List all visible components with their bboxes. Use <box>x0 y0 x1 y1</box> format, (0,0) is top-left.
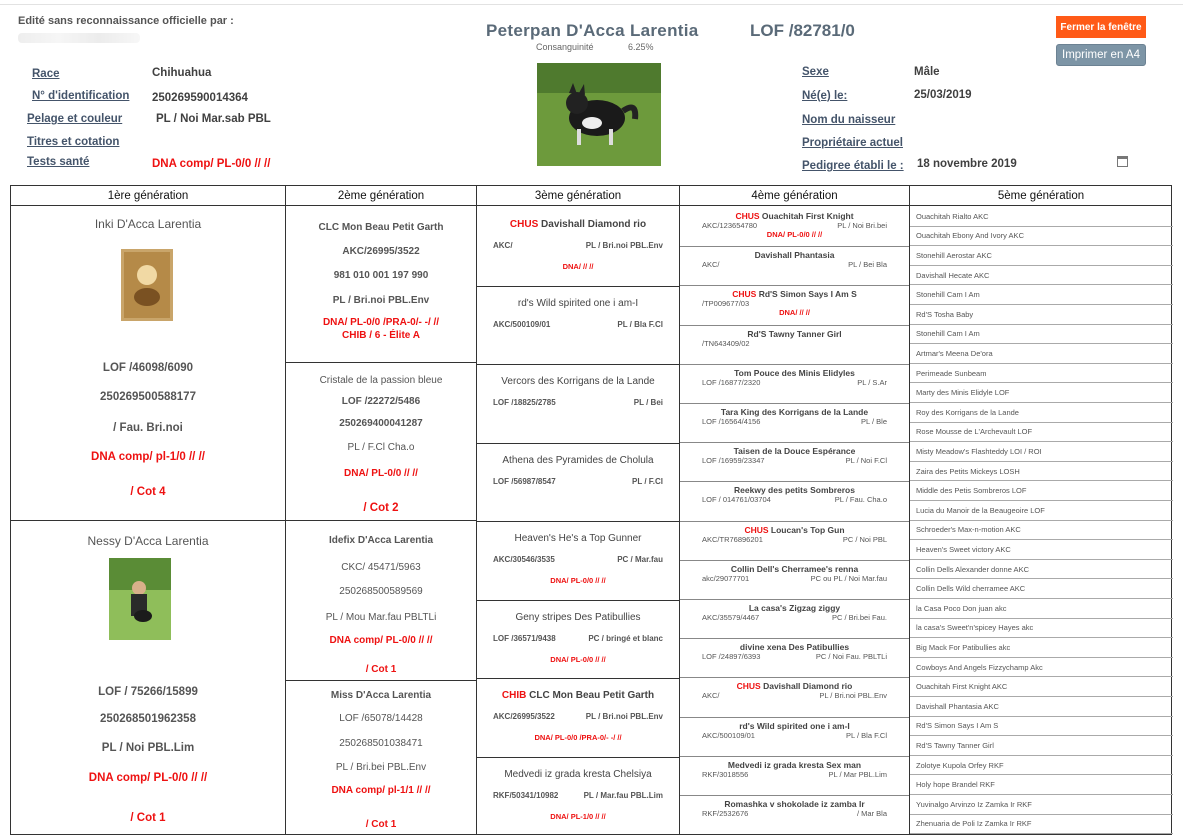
gen5-item: Holy hope Brandel RKF <box>910 775 1173 795</box>
gen2-item: Cristale de la passion bleue <box>319 375 443 386</box>
gen4-name: La casa's Zigzag ziggy <box>748 603 841 613</box>
gen3-name: CLC Mon Beau Petit Garth <box>529 690 655 701</box>
gen4-name: Davishall Phantasia <box>754 250 835 261</box>
gen5-item: Rd'S Tosha Baby <box>910 305 1173 325</box>
gen3-dna: DNA/ PL-0/0 // // <box>550 576 606 585</box>
gen4-reg: RKF/3018556 <box>702 769 749 779</box>
sex-value: Mâle <box>914 66 940 78</box>
gen4-name: Davishall Diamond rio <box>763 681 853 692</box>
column-header-gen4: 4ème génération <box>680 186 909 206</box>
gen3-coat: PC / bringé et blanc <box>588 633 663 643</box>
gen4-coat: PL / Noi Bri.bei <box>837 221 887 230</box>
gen4-name: Medvedi iz grada kresta Sex man <box>727 759 862 770</box>
gen3-item <box>477 443 679 522</box>
dog-name: Peterpan D'Acca Larentia <box>486 21 699 40</box>
row-divider <box>477 521 679 522</box>
dog-lof: LOF /82781/0 <box>750 21 855 40</box>
gen4-name: Reekwy des petits Sombreros <box>734 485 855 496</box>
sex-label: Sexe <box>802 66 829 78</box>
gen4-item <box>680 403 909 442</box>
gen4-name: Tom Pouce des Minis Elidyles <box>734 367 855 378</box>
gen5-item: Yuvinalgo Arvinzo Iz Zamka Ir RKF <box>910 795 1173 815</box>
row-divider <box>680 560 909 561</box>
gen5-item: Cowboys And Angels Fizzychamp Akc <box>910 658 1173 678</box>
coat-label: Pelage et couleur <box>27 113 123 125</box>
gen5-item: Marty des Minis Elidyle LOF <box>910 383 1173 403</box>
gen5-item: Stonehill Aerostar AKC <box>910 246 1173 266</box>
gen4-coat: PL / Bla F.Cl <box>846 730 887 740</box>
gen4-dna: DNA/ PL-0/0 // // <box>766 230 823 239</box>
gen4-item <box>680 325 909 364</box>
gen2-item: CLC Mon Beau Petit Garth <box>318 222 444 233</box>
gen4-coat: PL / Noi F.Cl <box>845 456 887 466</box>
gen4-coat: PC ou PL / Noi Mar.fau <box>810 573 887 583</box>
gen3-name: rd's Wild spirited one i am-I <box>517 297 639 309</box>
gen2-item: Miss D'Acca Larentia <box>330 690 432 701</box>
row-divider <box>680 677 909 678</box>
gen3-reg: AKC/26995/3522 <box>493 712 555 721</box>
gen3-coat: PL / Bri.noi PBL.Env <box>585 241 663 250</box>
health-value: DNA comp/ PL-0/0 // // <box>152 158 271 170</box>
column-header-gen2: 2ème génération <box>286 186 476 206</box>
gen1-sire-photo <box>121 249 173 321</box>
row-divider <box>680 717 909 718</box>
gen4-name: Romashka v shokolade iz zamba Ir <box>724 799 865 809</box>
gen3-reg: AKC/30546/3535 <box>493 555 555 564</box>
gen5-item: Schroeder's Max-n-motion AKC <box>910 521 1173 541</box>
gen1-sire-lof: LOF /46098/6090 <box>102 362 194 374</box>
gen1-sire-dna: DNA comp/ pl-1/0 // // <box>91 451 205 463</box>
gen4-item <box>680 442 909 481</box>
dog-photo <box>537 63 661 166</box>
gen5-item: Zhenuaria de Poli Iz Zamka Ir RKF <box>910 815 1173 835</box>
gen3-name: Athena des Pyramides de Cholula <box>502 454 654 466</box>
gen5-item: Middle des Petis Sombreros LOF <box>910 481 1173 501</box>
gen4-name: divine xena Des Patibullies <box>739 642 850 653</box>
gen4-reg: LOF /24897/6393 <box>702 652 761 662</box>
row-divider <box>477 678 679 679</box>
gen4-reg: AKC/500109/01 <box>702 730 755 740</box>
gen3-reg: AKC/500109/01 <box>493 319 551 329</box>
gen4-item <box>680 717 909 756</box>
row-divider <box>680 638 909 639</box>
gen1-sire-name: Inki D'Acca Larentia <box>94 217 202 231</box>
gen3-item <box>477 521 679 600</box>
gen4-item <box>680 677 909 716</box>
gen1-dam-photo <box>109 558 171 640</box>
gen3-coat: PL / Mar.fau PBL.Lim <box>583 790 663 800</box>
row-divider <box>680 521 909 522</box>
gen4-item <box>680 207 909 246</box>
top-divider <box>0 4 1183 5</box>
gen4-name: Ouachitah First Knight <box>761 211 854 221</box>
gen5-item: Perimeade Sunbeam <box>910 364 1173 384</box>
gen4-coat: PL / Bri.noi PBL.Env <box>819 691 887 701</box>
consanguinity-label: Consanguinité <box>536 42 594 52</box>
row-divider <box>477 364 679 365</box>
gen3-coat: PL / Bei <box>633 398 663 407</box>
gen4-coat: PC / Noi PBL <box>842 534 887 544</box>
row-divider <box>680 442 909 443</box>
gen3-dna: DNA/ PL-0/0 // // <box>550 654 606 664</box>
gen5-item: la casa's Sweet'n'spicey Hayes akc <box>910 619 1173 639</box>
gen4-name: Collin Dell's Cherramee's renna <box>730 563 859 574</box>
gen1-sire-cot: / Cot 4 <box>130 486 166 498</box>
gen4-item <box>680 560 909 599</box>
gen1-dam-chip: 250268501962358 <box>100 713 196 725</box>
gen5-item: Rose Mousse de L'Archevault LOF <box>910 423 1173 443</box>
gen3-item <box>477 678 679 757</box>
row-divider <box>286 362 477 363</box>
row-divider <box>477 757 679 758</box>
gen5-item: Misty Meadow's Flashteddy LOI / ROI <box>910 442 1173 462</box>
gen4-name: Taisen de la Douce Espérance <box>733 446 856 457</box>
gen5-item: Zaira des Petits Mickeys LOSH <box>910 462 1173 482</box>
gen5-item: Big Mack For Patibullies akc <box>910 638 1173 658</box>
gen4-item <box>680 795 909 834</box>
title-prefix: CHUS <box>736 681 761 692</box>
born-value: 25/03/2019 <box>914 89 972 101</box>
gen3-reg: RKF/50341/10982 <box>493 790 559 800</box>
coat-value: PL / Noi Mar.sab PBL <box>156 113 271 125</box>
close-window-button[interactable]: Fermer la fenêtre <box>1056 16 1146 38</box>
gen1-dam <box>11 534 285 548</box>
pedigree-date-value: 18 novembre 2019 <box>917 158 1017 170</box>
title-prefix: CHUS <box>735 211 760 221</box>
gen4-item <box>680 599 909 638</box>
row-divider <box>680 481 909 482</box>
issuer-name-blurred <box>18 33 140 43</box>
calendar-icon[interactable] <box>1117 156 1128 167</box>
gen4-coat: PL / Bei Bla <box>848 260 887 270</box>
gen3-coat: PL / Bla F.Cl <box>617 319 663 329</box>
id-label: N° d'identification <box>32 90 130 102</box>
gen5-item: Rd'S Simon Says I Am S <box>910 717 1173 737</box>
gen2-item: Idefix D'Acca Larentia <box>328 535 434 546</box>
gen4-coat: PL / S.Ar <box>857 377 887 387</box>
gen4-dna: DNA/ // // <box>779 308 810 318</box>
gen3-dna: DNA/ PL-1/0 // // <box>550 811 606 821</box>
row-divider <box>11 520 286 521</box>
gen5-item: Stonehill Cam I Am <box>910 325 1173 345</box>
gen4-coat: PL / Ble <box>861 417 887 426</box>
gen3-coat: PL / F.Cl <box>632 476 663 486</box>
gen1-dam-dna: DNA comp/ PL-0/0 // // <box>88 772 208 784</box>
gen4-coat: PL / Fau. Cha.o <box>834 495 887 505</box>
gen5-item: Heaven's Sweet victory AKC <box>910 540 1173 560</box>
row-divider <box>286 680 477 681</box>
gen4-reg: AKC/ <box>702 691 720 701</box>
gen4-name: Tara King des Korrigans de la Lande <box>720 407 869 417</box>
gen3-dna: DNA/ // // <box>562 262 594 271</box>
health-label: Tests santé <box>27 156 90 168</box>
gen5-item: Lucia du Manoir de la Beaugeoire LOF <box>910 501 1173 521</box>
row-divider <box>477 286 679 287</box>
gen4-item <box>680 246 909 285</box>
gen3-reg: LOF /36571/9438 <box>493 633 556 643</box>
gen4-coat: PL / Mar PBL.Lim <box>828 769 887 779</box>
gen5-item: Davishall Hecate AKC <box>910 266 1173 286</box>
gen3-name: Davishall Diamond rio <box>541 219 647 230</box>
title-prefix: CHUS <box>509 219 539 230</box>
gen5-item: Collin Dells Wild cherramee AKC <box>910 579 1173 599</box>
id-value: 250269590014364 <box>152 92 248 104</box>
row-divider <box>477 600 679 601</box>
row-divider <box>680 285 909 286</box>
print-a4-button[interactable]: Imprimer en A4 <box>1056 44 1146 66</box>
born-label: Né(e) le: <box>802 90 848 102</box>
gen4-name: Loucan's Top Gun <box>770 524 845 535</box>
column-header-gen3: 3ème génération <box>477 186 679 206</box>
title-prefix: CHIB <box>501 690 527 701</box>
gen4-reg: LOF /16959/23347 <box>702 456 765 466</box>
column-header-gen5: 5ème génération <box>910 186 1172 206</box>
issuer-label: Edité sans reconnaissance officielle par : <box>18 15 234 27</box>
gen4-item <box>680 364 909 403</box>
title-prefix: CHUS <box>732 289 757 300</box>
gen1-sire-coat: / Fau. Bri.noi <box>113 422 183 434</box>
gen4-reg: RKF/2532676 <box>702 809 749 818</box>
gen5-item: Rd'S Tawny Tanner Girl <box>910 736 1173 756</box>
gen4-coat: PC / Bri.bei Fau. <box>831 613 887 622</box>
race-label: Race <box>32 68 60 80</box>
gen1-sire <box>11 217 285 231</box>
title-prefix: CHUS <box>744 524 769 535</box>
gen5-item: Ouachitah First Knight AKC <box>910 677 1173 697</box>
gen5-item: Stonehill Cam I Am <box>910 285 1173 305</box>
row-divider <box>286 520 477 521</box>
gen4-coat: / Mar Bla <box>856 809 887 818</box>
gen3-name: Geny stripes Des Patibullies <box>515 611 641 623</box>
pedigree-table: 1ère génération 2ème génération 3ème génération 4ème génération 5ème génération Inki D'Acca Larentia LOF /46098/6090 250269500588177 / Fau. Bri.noi DNA comp/ pl-1/0 // // / Cot 4 Nessy D'Acca Larentia LOF / 75266/15899 250268501962358 PL / Noi PBL.Lim DNA comp/ PL-0/0 // // / Cot 1 CLC Mon Beau Petit Garth AKC/26995/3522 981 010 001 197 990 PL / Bri.noi PBL.Env DNA/ PL-0/0 /PRA-0/- -/ // CHIB / 6 - Élite A Cristale de la passion bleue LOF /22272/5486 250269400041287 PL / F.Cl Cha.o DNA/ PL-0/0 // // / Cot 2 Idefix D'Acca Larentia CKC/ 45471/5963 250268500589569 PL / Mou Mar.fau PBLTLi DNA comp/ PL-0/0 // // / Cot 1 Miss D'Acca Larentia LOF /65078/14428 250268501038471 PL / Bri.bei PBL.Env DNA comp/ pl-1/1 // // / Cot 1 CHUS Davishall Diamond rio AKC/ PL / Bri.noi PBL.Env DNA/ // // rd's Wild spirited one i am-I AKC/500109/01 PL / Bla F.Cl Vercors des Korrigans de la Lande LOF /18825/2785 PL / Bei Athena des Pyramides de Cholula LOF /56987/8547 PL / F.Cl Heaven's He's a Top Gunner AKC/30546/3535 PC / Mar.fau DNA/ PL-0/0 // // Geny stripes Des Patibullies LOF /36571/9438 PC / bringé et blanc DNA/ PL-0/0 // // CHIB CLC Mon Beau Petit Garth AKC/26995/3522 PL / Bri.noi PBL.Env DNA/ PL-0/0 /PRA-0/- -/ // Medvedi iz grada kresta Chelsiya RKF/50341/10982 PL / Mar.fau PBL.Lim DNA/ PL-1/0 // // CHUS Ouachitah First Knight AKC/123654780 PL / Noi Bri.bei DNA/ PL-0/0 // // Davishall Phantasia AKC/ PL / Bei Bla CHUS Rd'S Simon Says I Am S /TP009677/03 DNA/ // // Rd'S Tawny Tanner Girl /TN643409/02 Tom Pouce des Minis Elidyles LOF /16877/2320 PL / S.Ar Tara King des Korrigans de la Lande LOF /16564/4156 PL / Ble Taisen de la Douce Espérance LOF /16959/23347 PL / Noi F.Cl Reekwy des petits Sombreros LOF / 014761/03704 PL / Fau. Cha.o CHUS Loucan's Top Gun AKC/TR76896201 PC / Noi PBL Collin Dell's Cherramee's renna akc/29077701 PC ou PL / Noi Mar.fau La casa's Zigzag ziggy AKC/35579/4467 PC / Bri.bei Fau. divine xena Des Patibullies LOF /24897/6393 PC / Noi Fau. PBLTLi CHUS Davishall Diamond rio AKC/ PL / Bri.noi PBL.Env rd's Wild spirited one i am-I AKC/500109/01 PL / Bla F.Cl Medvedi iz grada kresta Sex man RKF/3018556 PL / Mar PBL.Lim Romashka v shokolade iz zamba Ir RKF/2532676 / Mar Bla Ouachitah Rialto AKC Ouachitah Ebony And Ivory AKC Stonehill Aerostar AKC Davishall Hecate AKC Stonehill Cam I Am Rd'S Tosha Baby Stonehill Cam I Am Artmar's Meena De'ora Perimeade Sunbeam Marty des Minis Elidyle LOF Roy des Korrigans de la Lande Rose Mousse de L'Archevault LOF Misty Meadow's Flashteddy LOI / ROI Zaira des Petits Mickeys LOSH Middle des Petis Sombreros LOF Lucia du Manoir de la Beaugeoire LOF Schroeder's Max-n-motion AKC Heaven's Sweet victory AKC Collin Dells Alexander donne AKC Collin Dells Wild cherramee AKC la Casa Poco Don juan akc la casa's Sweet'n'spicey Hayes akc Big Mack For Patibullies akc Cowboys And Angels Fizzychamp Akc Ouachitah First Knight AKC Davishall Phantasia AKC Rd'S Simon Says I Am S Rd'S Tawny Tanner Girl Zolotye Kupola Orfey RKF Holy hope Brandel RKF Yuvinalgo Arvinzo Iz Zamka Ir RKF Zhenuaria de Poli Iz Zamka Ir RKF <box>10 185 1172 835</box>
race-value: Chihuahua <box>152 67 212 79</box>
gen4-item <box>680 521 909 560</box>
row-divider <box>680 364 909 365</box>
gen4-reg: AKC/TR76896201 <box>702 534 763 544</box>
gen3-name: Vercors des Korrigans de la Lande <box>501 376 655 387</box>
gen3-item <box>477 600 679 679</box>
gen4-reg: /TN643409/02 <box>702 338 750 348</box>
gen4-name: Rd'S Tawny Tanner Girl <box>747 328 842 339</box>
breeder-label: Nom du naisseur <box>802 114 896 126</box>
gen3-item <box>477 364 679 443</box>
column-header-gen1: 1ère génération <box>11 186 285 206</box>
gen4-reg: LOF /16564/4156 <box>702 417 761 426</box>
gen1-dam-cot: / Cot 1 <box>130 812 166 824</box>
gen4-reg: LOF /16877/2320 <box>702 377 761 387</box>
gen1-sire-chip: 250269500588177 <box>100 391 196 403</box>
gen4-name: Rd'S Simon Says I Am S <box>758 289 857 300</box>
gen1-dam-name: Nessy D'Acca Larentia <box>87 534 209 548</box>
row-divider <box>680 246 909 247</box>
gen5-item: Zolotye Kupola Orfey RKF <box>910 756 1173 776</box>
gen4-item <box>680 481 909 520</box>
gen3-reg: LOF /56987/8547 <box>493 476 556 486</box>
gen3-dna: DNA/ PL-0/0 /PRA-0/- -/ // <box>534 733 622 742</box>
gen1-dam-lof: LOF / 75266/15899 <box>98 686 198 698</box>
gen5-item: Ouachitah Rialto AKC <box>910 207 1173 227</box>
gen3-coat: PL / Bri.noi PBL.Env <box>585 712 663 721</box>
row-divider <box>680 325 909 326</box>
gen5-item: Roy des Korrigans de la Lande <box>910 403 1173 423</box>
gen3-item <box>477 757 679 836</box>
row-divider <box>680 795 909 796</box>
gen5-item: Collin Dells Alexander donne AKC <box>910 560 1173 580</box>
gen3-reg: AKC/ <box>493 241 513 250</box>
pedigree-date-label: Pedigree établi le : <box>802 160 904 172</box>
gen4-item <box>680 638 909 677</box>
gen5-item: Ouachitah Ebony And Ivory AKC <box>910 227 1173 247</box>
gen5-item: Davishall Phantasia AKC <box>910 697 1173 717</box>
gen4-item <box>680 285 909 324</box>
gen4-reg: akc/29077701 <box>702 573 750 583</box>
consanguinity-value: 6.25% <box>628 42 654 52</box>
gen1-dam-coat: PL / Noi PBL.Lim <box>101 742 195 754</box>
gen3-item <box>477 286 679 365</box>
gen5-item: Artmar's Meena De'ora <box>910 344 1173 364</box>
gen4-coat: PC / Noi Fau. PBLTLi <box>815 652 887 662</box>
gen4-reg: LOF / 014761/03704 <box>702 495 771 505</box>
gen4-name: rd's Wild spirited one i am-I <box>739 720 850 731</box>
row-divider <box>680 403 909 404</box>
gen3-name: Medvedi iz grada kresta Chelsiya <box>504 768 652 780</box>
gen5-item: la Casa Poco Don juan akc <box>910 599 1173 619</box>
gen4-reg: AKC/ <box>702 260 720 270</box>
gen4-reg: AKC/123654780 <box>702 221 758 230</box>
gen4-reg: AKC/35579/4467 <box>702 613 760 622</box>
row-divider <box>680 756 909 757</box>
gen3-item <box>477 207 679 286</box>
owner-label: Propriétaire actuel <box>802 137 903 149</box>
row-divider <box>477 443 679 444</box>
row-divider <box>680 599 909 600</box>
gen3-reg: LOF /18825/2785 <box>493 398 556 407</box>
gen3-name: Heaven's He's a Top Gunner <box>514 533 642 544</box>
gen3-coat: PC / Mar.fau <box>617 555 663 564</box>
titles-label: Titres et cotation <box>27 136 120 148</box>
gen4-item <box>680 756 909 795</box>
gen4-reg: /TP009677/03 <box>702 299 750 309</box>
